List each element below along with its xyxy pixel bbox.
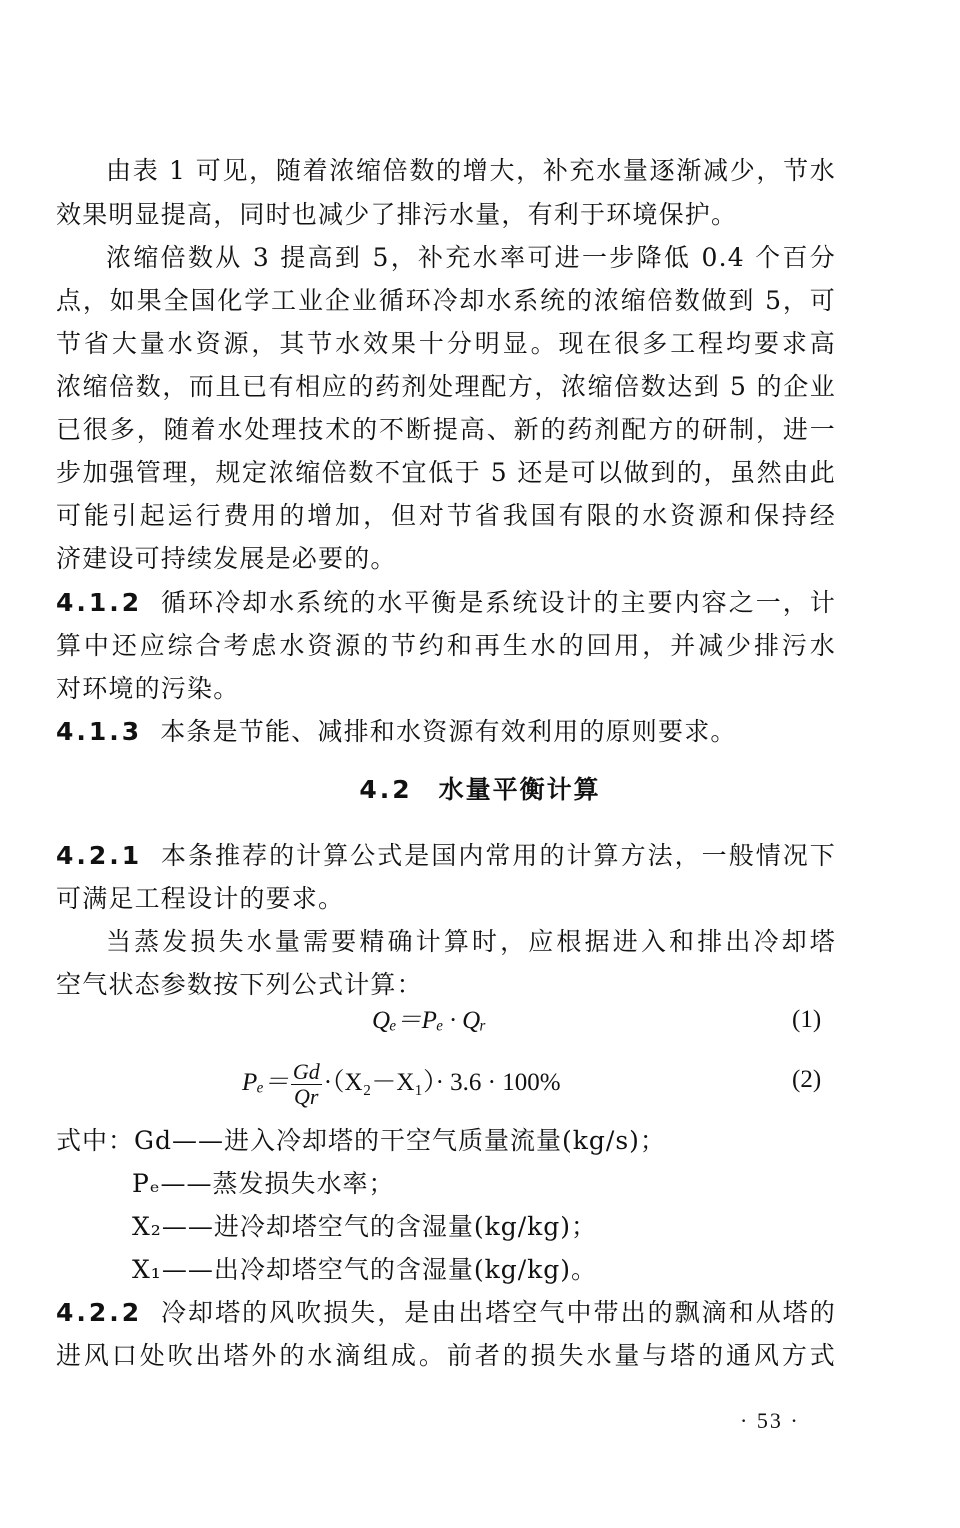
clause-4-1-2 bbox=[56, 588, 836, 618]
fraction-numerator: Gd bbox=[292, 1059, 320, 1084]
formula-2 bbox=[242, 1060, 561, 1109]
clause-number: 4.1.3 bbox=[56, 717, 143, 746]
fraction bbox=[291, 1060, 322, 1109]
text-line: 算中还应综合考虑水资源的节约和再生水的回用，并减少排污水 bbox=[56, 631, 836, 660]
clause-4-1-3 bbox=[56, 717, 836, 747]
clause-4-2-1 bbox=[56, 841, 836, 871]
text-line: 效果明显提高，同时也减少了排污水量，有利于环境保护。 bbox=[56, 200, 738, 229]
text-line: 由表 1 可见，随着浓缩倍数的增大，补充水量逐渐减少，节水 bbox=[106, 156, 836, 185]
clause-4-2-2 bbox=[56, 1298, 836, 1328]
text-line: 冷却塔的风吹损失，是由出塔空气中带出的飘滴和从塔的 bbox=[160, 1298, 836, 1327]
variable-definition: Pₑ——蒸发损失水率； bbox=[132, 1169, 395, 1198]
section-title: 水量平衡计算 bbox=[438, 775, 601, 804]
equation-number-2: (2) bbox=[792, 1066, 822, 1093]
clause-number: 4.2.1 bbox=[56, 841, 143, 870]
formula-lhs: Pₑ＝ bbox=[242, 1069, 289, 1097]
section-number: 4.2 bbox=[359, 775, 413, 804]
text-line: 本条推荐的计算公式是国内常用的计算方法，一般情况下 bbox=[160, 841, 836, 870]
text-line: 本条是节能、减排和水资源有效利用的原则要求。 bbox=[160, 717, 737, 746]
variable-definition: X₂——进冷却塔空气的含湿量(kg/kg)； bbox=[132, 1212, 598, 1241]
text-line: 济建设可持续发展是必要的。 bbox=[56, 544, 397, 573]
text-line: 可能引起运行费用的增加，但对节省我国有限的水资源和保持经 bbox=[56, 501, 836, 530]
variable-definition: X₁——出冷却塔空气的含湿量(kg/kg)。 bbox=[132, 1255, 598, 1284]
text-line: 步加强管理，规定浓缩倍数不宜低于 5 还是可以做到的，虽然由此 bbox=[56, 458, 836, 487]
where-lead: 式中： bbox=[56, 1126, 135, 1155]
variable-definition: Gd——进入冷却塔的干空气质量流量(kg/s)； bbox=[134, 1126, 666, 1155]
text-line: 进风口处吹出塔外的水滴组成。前者的损失水量与塔的通风方式 bbox=[56, 1341, 836, 1370]
text-line: 点，如果全国化学工业企业循环冷却水系统的浓缩倍数做到 5，可 bbox=[56, 286, 836, 315]
text-line: 已很多，随着水处理技术的不断提高、新的药剂配方的研制，进一 bbox=[56, 415, 836, 444]
formula-1: Qₑ＝Pₑ · Qᵣ bbox=[372, 1007, 487, 1034]
formula-rhs: ·（X₂－X₁）· 3.6 · 100% bbox=[323, 1069, 561, 1097]
clause-number: 4.2.2 bbox=[56, 1298, 143, 1327]
text-line: 循环冷却水系统的水平衡是系统设计的主要内容之一，计 bbox=[160, 588, 836, 617]
text-line: 可满足工程设计的要求。 bbox=[56, 884, 345, 913]
clause-number: 4.1.2 bbox=[56, 588, 143, 617]
text-line: 浓缩倍数从 3 提高到 5，补充水率可进一步降低 0.4 个百分 bbox=[106, 243, 836, 272]
equation-number-1: (1) bbox=[792, 1006, 822, 1033]
text-line: 对环境的污染。 bbox=[56, 674, 240, 703]
text-line: 浓缩倍数，而且已有相应的药剂处理配方，浓缩倍数达到 5 的企业 bbox=[56, 372, 836, 401]
section-heading bbox=[0, 775, 960, 805]
text-line: 当蒸发损失水量需要精确计算时，应根据进入和排出冷却塔 bbox=[106, 927, 836, 956]
page-number: · 53 · bbox=[740, 1408, 800, 1433]
text-line: 空气状态参数按下列公式计算： bbox=[56, 970, 423, 999]
fraction-denominator: Qr bbox=[294, 1084, 319, 1109]
text-line: 节省大量水资源，其节水效果十分明显。现在很多工程均要求高 bbox=[56, 329, 836, 358]
where-line bbox=[56, 1126, 666, 1156]
